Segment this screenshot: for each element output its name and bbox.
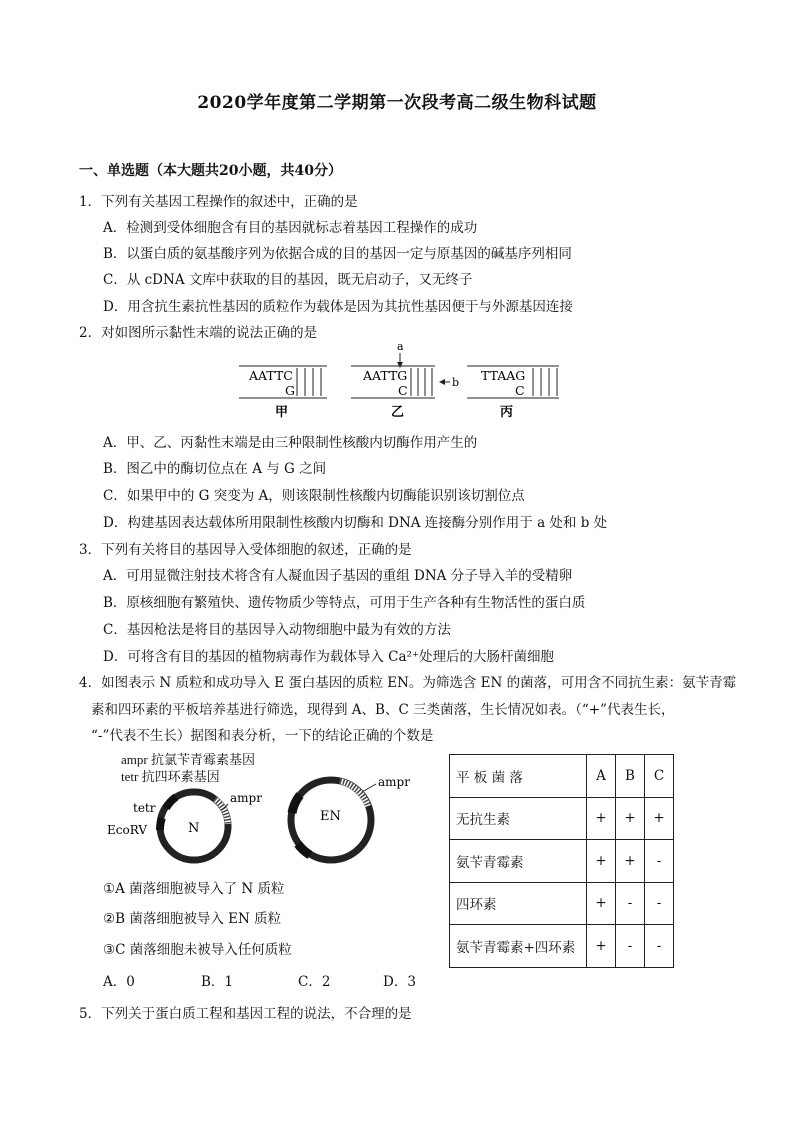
table-cell: - xyxy=(616,882,645,925)
svg-text:C: C xyxy=(398,383,408,398)
table-row xyxy=(450,797,674,840)
svg-text:tetr: tetr xyxy=(133,801,156,815)
table-cell: + xyxy=(616,797,645,840)
choice-c: C．2 xyxy=(298,974,331,990)
table-cell: - xyxy=(645,882,674,925)
table-cell: + xyxy=(587,797,616,840)
table-cell: 四环素 xyxy=(450,882,587,925)
table-cell: - xyxy=(645,840,674,883)
table-header-cell: 平 板 菌 落 xyxy=(450,755,587,798)
svg-text:甲: 甲 xyxy=(275,405,289,420)
svg-text:C: C xyxy=(515,383,525,398)
question-3-stem: 3．下列有关将目的基因导入受体细胞的叙述，正确的是 xyxy=(79,542,412,558)
table-cell: + xyxy=(587,840,616,883)
svg-text:AATTG: AATTG xyxy=(363,368,408,383)
question-2-option-a: A．甲、乙、丙黏性末端是由三种限制性核酸内切酶作用产生的 xyxy=(103,435,478,451)
table-cell: - xyxy=(616,925,645,968)
svg-text:丙: 丙 xyxy=(500,405,514,420)
page-title: 2020学年度第二学期第一次段考高二级生物科试题 xyxy=(197,93,597,113)
question-4-stem-line-3: “-”代表不生长）据图和表分析，一下的结论正确的个数是 xyxy=(91,728,434,744)
table-cell: + xyxy=(587,925,616,968)
table-cell: + xyxy=(587,882,616,925)
question-4-stem-line-1: 4．如图表示 N 质粒和成功导入 E 蛋白基因的质粒 EN。为筛选含 EN 的菌落，可用含不同抗生素：氨苄青霉 xyxy=(79,675,737,691)
legend-ampr: ampr 抗氯苄青霉素基因 xyxy=(121,752,255,767)
question-2-stem: 2．对如图所示黏性末端的说法正确的是 xyxy=(79,325,318,341)
table-cell: 无抗生素 xyxy=(450,797,587,840)
plasmid-figure xyxy=(100,770,430,870)
question-3-option-d: D．可将含有目的基因的植物病毒作为载体导入 Ca²⁺处理后的大肠杆菌细胞 xyxy=(103,649,555,665)
choice-a: A．0 xyxy=(103,974,135,990)
question-1-option-d: D．用含抗生素抗性基因的质粒作为载体是因为其抗性基因便于与外源基因连接 xyxy=(103,299,573,315)
svg-text:TTAAG: TTAAG xyxy=(481,368,526,383)
svg-text:ampr: ampr xyxy=(378,775,410,789)
question-3-option-a: A．可用显微注射技术将含有人凝血因子基因的重组 DNA 分子导入羊的受精卵 xyxy=(103,568,573,584)
question-3-option-c: C．基因枪法是将目的基因导入动物细胞中最为有效的方法 xyxy=(103,622,451,638)
plasmid-en xyxy=(291,775,410,860)
table-cell: + xyxy=(645,797,674,840)
svg-text:乙: 乙 xyxy=(391,405,405,420)
svg-text:ampr: ampr xyxy=(230,791,262,805)
sticky-end-bing xyxy=(467,366,559,420)
arrow-a-label: a xyxy=(397,340,404,353)
sticky-ends-figure xyxy=(235,340,565,422)
question-4-stem-line-2: 素和四环素的平板培养基进行筛选，现得到 A、B、C 三类菌落，生长情况如表。（“+”代表生长， xyxy=(91,702,675,718)
svg-text:AATTC: AATTC xyxy=(249,368,293,383)
svg-text:N: N xyxy=(188,821,200,836)
svg-text:G: G xyxy=(285,383,295,398)
question-1-option-c: C．从 cDNA 文库中获取的目的基因，既无启动子，又无终子 xyxy=(103,272,473,288)
plasmid-n xyxy=(107,791,262,860)
table-cell: + xyxy=(616,840,645,883)
question-1-stem: 1．下列有关基因工程操作的叙述中，正确的是 xyxy=(79,194,358,210)
choice-b: B．1 xyxy=(201,974,234,990)
sticky-end-jia xyxy=(239,366,327,420)
table-header-cell: C xyxy=(645,755,674,798)
question-1-option-b: B．以蛋白质的氨基酸序列为依据合成的目的基因一定与原基因的碱基序列相同 xyxy=(103,246,572,262)
table-header-row xyxy=(450,755,674,798)
table-cell: - xyxy=(645,925,674,968)
svg-text:EcoRV: EcoRV xyxy=(107,823,147,837)
statement-3: ③C 菌落细胞未被导入任何质粒 xyxy=(103,942,292,958)
table-row xyxy=(450,925,674,968)
colony-growth-table xyxy=(449,754,674,968)
svg-text:EN: EN xyxy=(320,809,341,824)
choice-d: D．3 xyxy=(383,974,416,990)
question-2-option-b: B．图乙中的酶切位点在 A 与 G 之间 xyxy=(103,461,327,477)
table-header-cell: A xyxy=(587,755,616,798)
arrow-b-icon xyxy=(439,379,445,385)
statement-1: ①A 菌落细胞被导入了 N 质粒 xyxy=(103,881,285,897)
question-2-option-d: D．构建基因表达载体所用限制性核酸内切酶和 DNA 连接酶分别作用于 a 处和 b 处 xyxy=(103,515,608,531)
table-row xyxy=(450,882,674,925)
sticky-end-yi xyxy=(351,340,459,420)
question-2-option-c: C．如果甲中的 G 突变为 A，则该限制性核酸内切酶能识别该切割位点 xyxy=(103,488,525,504)
arrow-b-label: b xyxy=(452,376,460,389)
section-heading: 一、单选题（本大题共20小题，共40分） xyxy=(79,163,342,179)
question-1-option-a: A．检测到受体细胞含有目的基因就标志着基因工程操作的成功 xyxy=(103,220,478,236)
legend-tetr: tetr 抗四环素基因 xyxy=(121,769,220,784)
question-5-stem: 5．下列关于蛋白质工程和基因工程的说法，不合理的是 xyxy=(79,1006,412,1022)
statement-2: ②B 菌落细胞被导入 EN 质粒 xyxy=(103,911,282,927)
question-3-option-b: B．原核细胞有繁殖快、遗传物质少等特点，可用于生产各种有生物活性的蛋白质 xyxy=(103,595,586,611)
table-cell: 氨苄青霉素+四环素 xyxy=(450,925,587,968)
table-row xyxy=(450,840,674,883)
table-cell: 氨苄青霉素 xyxy=(450,840,587,883)
table-header-cell: B xyxy=(616,755,645,798)
